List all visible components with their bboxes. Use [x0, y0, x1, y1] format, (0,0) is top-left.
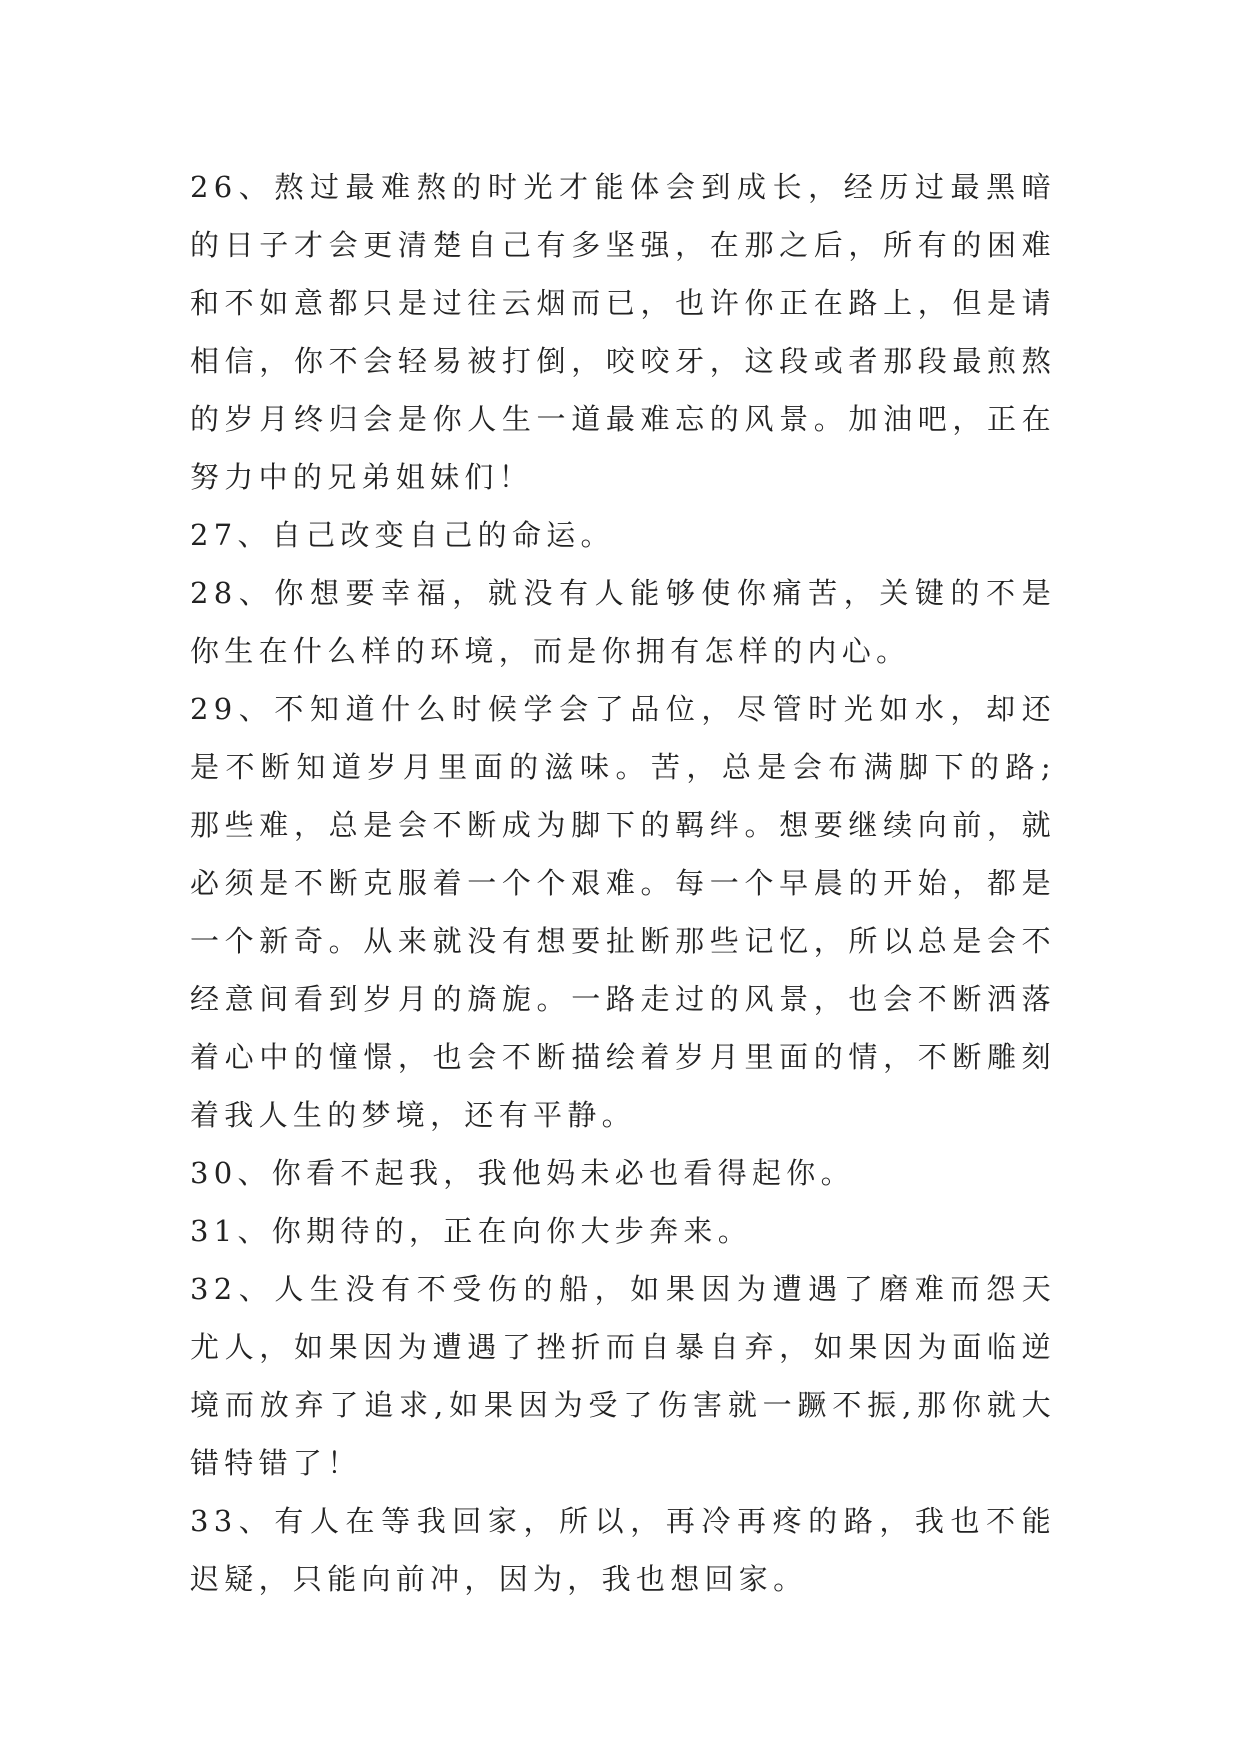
document-body	[190, 158, 1056, 1608]
paragraph-30: 30、你看不起我，我他妈未必也看得起你。	[190, 1156, 855, 1190]
paragraph-33: 33、有人在等我回家，所以，再冷再疼的路，我也不能迟疑，只能向前冲，因为，我也想回家。	[190, 1504, 1056, 1596]
paragraph-28: 28、你想要幸福，就没有人能够使你痛苦，关键的不是你生在什么样的环境，而是你拥有怎样的内心。	[190, 576, 1056, 668]
paragraph-32: 32、人生没有不受伤的船，如果因为遭遇了磨难而怨天尤人，如果因为遭遇了挫折而自暴自弃，如果因为面临逆境而放弃了追求,如果因为受了伤害就一蹶不振,那你就大错特错了！	[190, 1272, 1056, 1480]
paragraph-29: 29、不知道什么时候学会了品位，尽管时光如水，却还是不断知道岁月里面的滋味。苦，总是会布满脚下的路;那些难，总是会不断成为脚下的羁绊。想要继续向前，就必须是不断克服着一个个艰难。每一个早晨的开始，都是一个新奇。从来就没有想要扯断那些记忆，所以总是会不经意间看到岁月的旖旎。一路走过的风景，也会不断洒落着心中的憧憬，也会不断描绘着岁月里面的情，不断雕刻着我人生的梦境，还有平静。	[190, 692, 1056, 1132]
paragraph-26: 26、熬过最难熬的时光才能体会到成长，经历过最黑暗的日子才会更清楚自己有多坚强，在那之后，所有的困难和不如意都只是过往云烟而已，也许你正在路上，但是请相信，你不会轻易被打倒，咬咬牙，这段或者那段最煎熬的岁月终归会是你人生一道最难忘的风景。加油吧，正在努力中的兄弟姐妹们！	[190, 170, 1056, 494]
paragraph-27: 27、自己改变自己的命运。	[190, 518, 615, 552]
paragraph-31: 31、你期待的，正在向你大步奔来。	[190, 1214, 753, 1248]
